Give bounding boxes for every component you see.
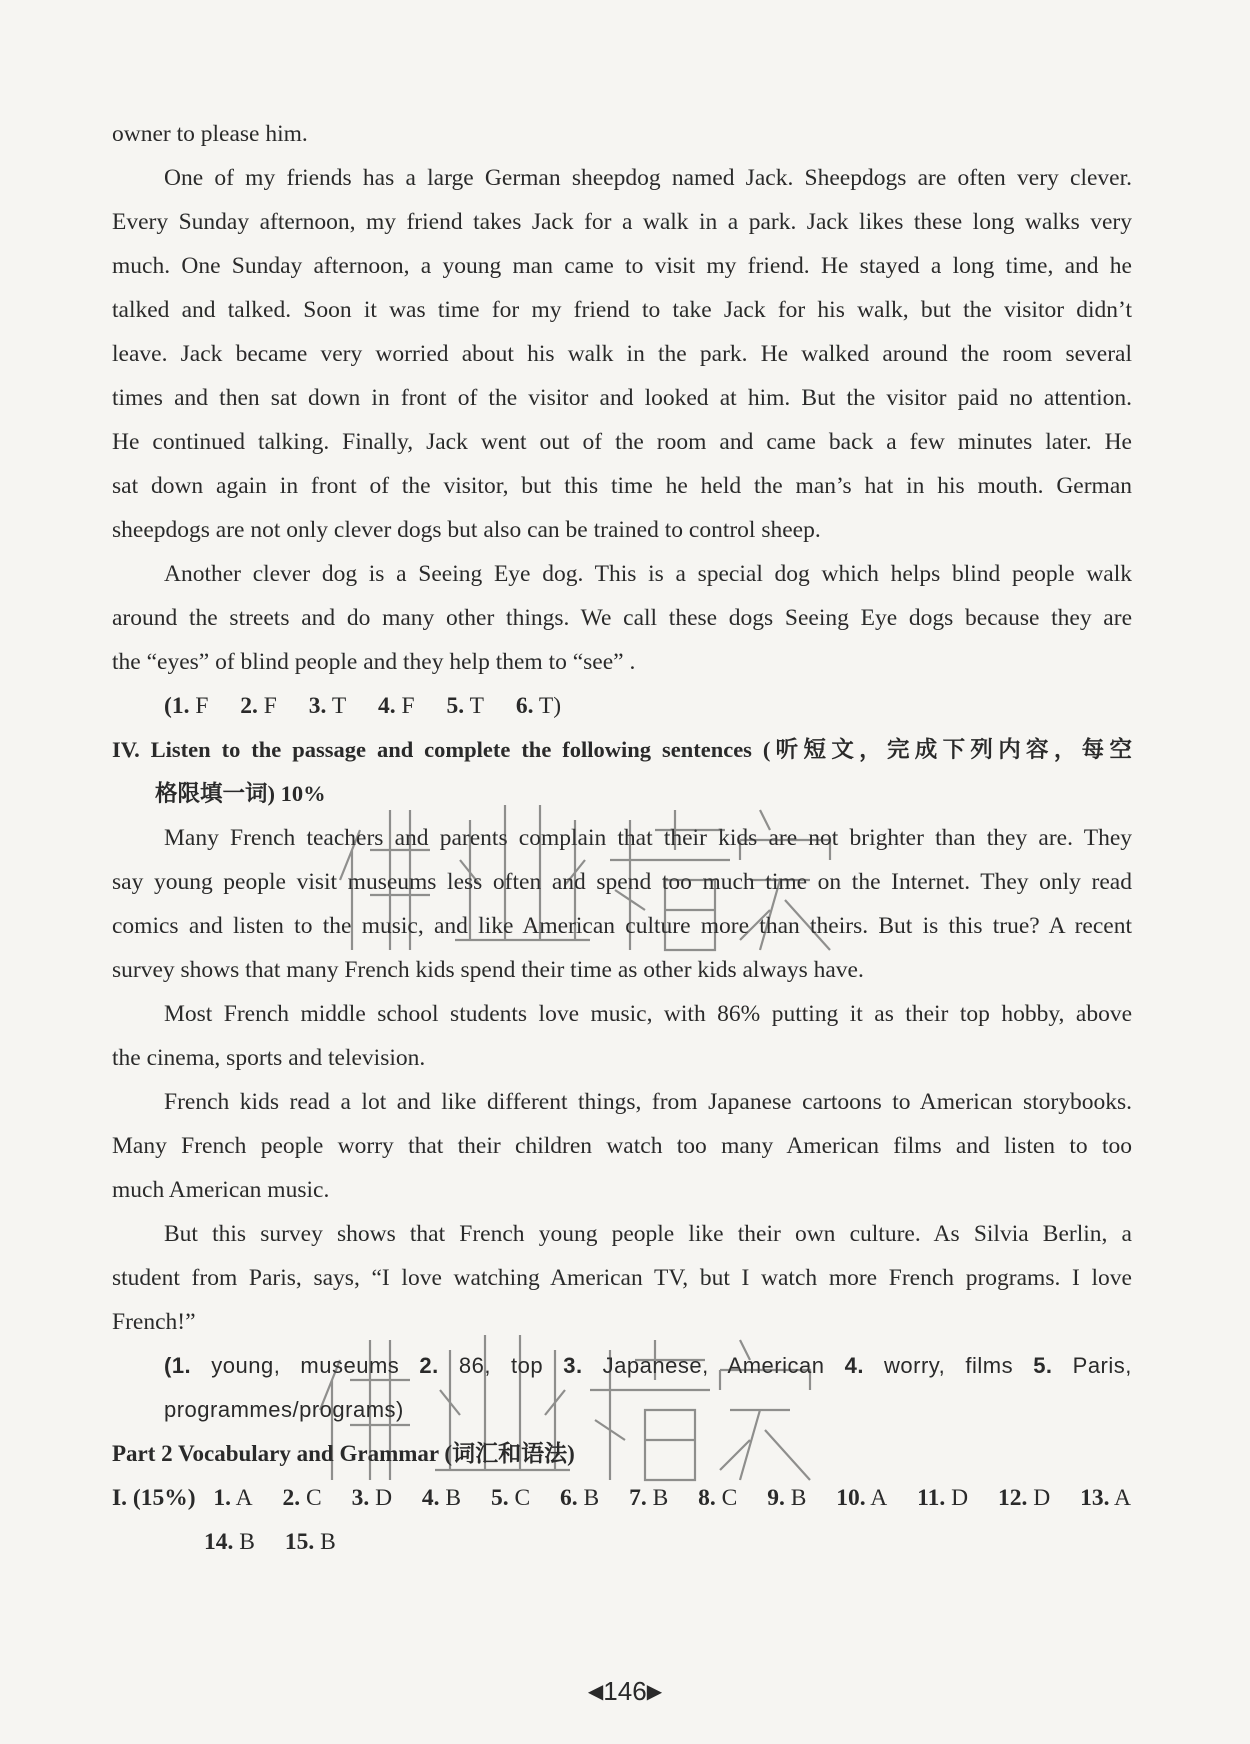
answer-value: F: [263, 693, 277, 719]
text-line: sat down again in front of the visitor, but this time he held the man’s hat in his mouth. German: [112, 473, 1132, 499]
paragraph-french-1: [112, 816, 1132, 992]
answer-value: D: [1033, 1485, 1051, 1511]
page-number-text: 146: [603, 1676, 647, 1706]
text-line: talked and talked. Soon it was time for my friend to take Jack for his walk, but the visitor didn’t: [112, 297, 1132, 323]
text-line: times and then sat down in front of the visitor and looked at him. But the visitor paid no attention.: [112, 385, 1132, 411]
answer-value: young, museums: [211, 1353, 400, 1378]
text-line: survey shows that many French kids spend their time as other kids always have.: [112, 957, 864, 983]
text-line: Many French teachers and parents complain that their kids are not brighter than they are. They: [164, 825, 1132, 851]
paragraph-french-3: [112, 1080, 1132, 1212]
answers-section-3: [112, 684, 1132, 728]
page-content: [112, 112, 1132, 1564]
text-line: leave. Jack became very worried about his walk in the park. He walked around the room several: [112, 341, 1132, 367]
answer-number: 4.: [421, 1485, 440, 1511]
answer-number: 6.: [515, 693, 534, 719]
answer-number: 10.: [836, 1485, 866, 1511]
answer-value: 86, top: [458, 1353, 544, 1378]
answer-number: 3.: [351, 1485, 370, 1511]
answer-number: 2.: [240, 693, 258, 719]
text-line: French kids read a lot and like different things, from Japanese cartoons to American storybooks.: [164, 1089, 1132, 1115]
answer-number: 14.: [204, 1529, 234, 1555]
answer-line: [112, 1344, 1132, 1388]
text-line: much American music.: [112, 1177, 330, 1203]
answer-value: Paris,: [1072, 1353, 1132, 1378]
paragraph-french-4: [112, 1212, 1132, 1344]
part-2-heading: Part 2 Vocabulary and Grammar (词汇和语法): [112, 1441, 575, 1466]
answer-value: T): [538, 693, 562, 719]
answer-value: B: [320, 1529, 336, 1555]
answer-value: D: [375, 1485, 393, 1511]
answer-value: T: [331, 693, 347, 719]
answer-number: 13.: [1080, 1485, 1110, 1511]
answer-number: 3.: [308, 693, 327, 719]
text-line: Another clever dog is a Seeing Eye dog. This is a special dog which helps blind people walk: [164, 561, 1132, 587]
paragraph-jack: [112, 156, 1132, 552]
answer-value: F: [401, 693, 415, 719]
left-triangle-icon: ◀: [587, 1681, 604, 1703]
answer-number: 9.: [767, 1485, 785, 1511]
paragraph-seeing-eye: [112, 552, 1132, 684]
answer-row: [112, 1520, 1132, 1564]
text-line: student from Paris, says, “I love watching American TV, but I watch more French programs. I love: [112, 1265, 1132, 1291]
right-triangle-icon: ▶: [646, 1681, 663, 1703]
text-line: One of my friends has a large German sheepdog named Jack. Sheepdogs are often very clever.: [164, 165, 1132, 191]
section-heading: IV. Listen to the passage and complete the following sentences (听短文，完成下列内容，每空: [112, 737, 1132, 762]
answer-number: 4.: [378, 693, 396, 719]
answer-number: 5.: [446, 693, 465, 719]
answer-value: F: [195, 693, 209, 719]
answer-value: A: [870, 1485, 888, 1511]
text-line: He continued talking. Finally, Jack went out of the room and came back a few minutes later. He: [112, 429, 1132, 455]
answer-value: B: [652, 1485, 669, 1511]
answer-value: C: [306, 1485, 322, 1511]
answer-number: 5.: [1033, 1353, 1053, 1378]
answer-number: 1.: [213, 1485, 232, 1511]
text-line: Most French middle school students love music, with 86% putting it as their top hobby, above: [164, 1001, 1132, 1027]
answer-number: 5.: [490, 1485, 509, 1511]
text-line: say young people visit museums less often and spend too much time on the Internet. They only read: [112, 869, 1132, 895]
section-heading: 格限填一词) 10%: [155, 781, 326, 806]
section-4-heading: [112, 728, 1132, 816]
answer-number: 2.: [419, 1353, 439, 1378]
text-line: comics and listen to the music, and like American culture more than theirs. But is this true? A recent: [112, 913, 1132, 939]
text-line: around the streets and do many other things. We call these dogs Seeing Eye dogs because they are: [112, 605, 1132, 631]
answer-number: 6.: [560, 1485, 578, 1511]
text-line: the “eyes” of blind people and they help them to “see” .: [112, 649, 636, 675]
answer-number: 2.: [282, 1485, 301, 1511]
text-line: sheepdogs are not only clever dogs but also can be trained to control sheep.: [112, 517, 821, 543]
text-line: much. One Sunday afternoon, a young man came to visit my friend. He stayed a long time, and he: [112, 253, 1132, 279]
answer-value: B: [790, 1485, 807, 1511]
answer-value: B: [583, 1485, 600, 1511]
paragraph-french-2: [112, 992, 1132, 1080]
answer-number: 12.: [997, 1485, 1028, 1511]
answer-value: A: [1114, 1485, 1132, 1511]
answer-value: C: [721, 1485, 738, 1511]
answer-value: B: [445, 1485, 462, 1511]
text-line: owner to please him.: [112, 121, 308, 147]
answer-row: [112, 1476, 1132, 1520]
answer-number: (1.: [164, 1353, 192, 1378]
answer-value: B: [239, 1529, 255, 1555]
text-line: Many French people worry that their children watch too many American films and listen to too: [112, 1133, 1132, 1159]
answer-value: A: [235, 1485, 253, 1511]
answer-line: programmes/programs): [164, 1397, 404, 1422]
answer-number: 3.: [563, 1353, 583, 1378]
answer-number: (1.: [164, 693, 190, 719]
answer-value: T: [469, 693, 484, 719]
text-line: Every Sunday afternoon, my friend takes Jack for a walk in a park. Jack likes these long walks very: [112, 209, 1132, 235]
text-line: French!”: [112, 1309, 196, 1335]
section-label: I. (15%): [112, 1485, 196, 1511]
text-line: But this survey shows that French young people like their own culture. As Silvia Berlin, a: [164, 1221, 1132, 1247]
answers-section-4: [112, 1344, 1132, 1432]
answer-value: worry, films: [884, 1353, 1014, 1378]
answer-value: C: [514, 1485, 531, 1511]
answer-number: 11.: [917, 1485, 946, 1511]
text-line: the cinema, sports and television.: [112, 1045, 426, 1071]
answer-number: 4.: [844, 1353, 864, 1378]
answer-number: 8.: [698, 1485, 716, 1511]
answer-value: D: [951, 1485, 969, 1511]
answer-value: Japanese, American: [602, 1353, 825, 1378]
page-number: [0, 1676, 1250, 1707]
answer-number: 7.: [629, 1485, 647, 1511]
answer-number: 15.: [284, 1529, 315, 1555]
